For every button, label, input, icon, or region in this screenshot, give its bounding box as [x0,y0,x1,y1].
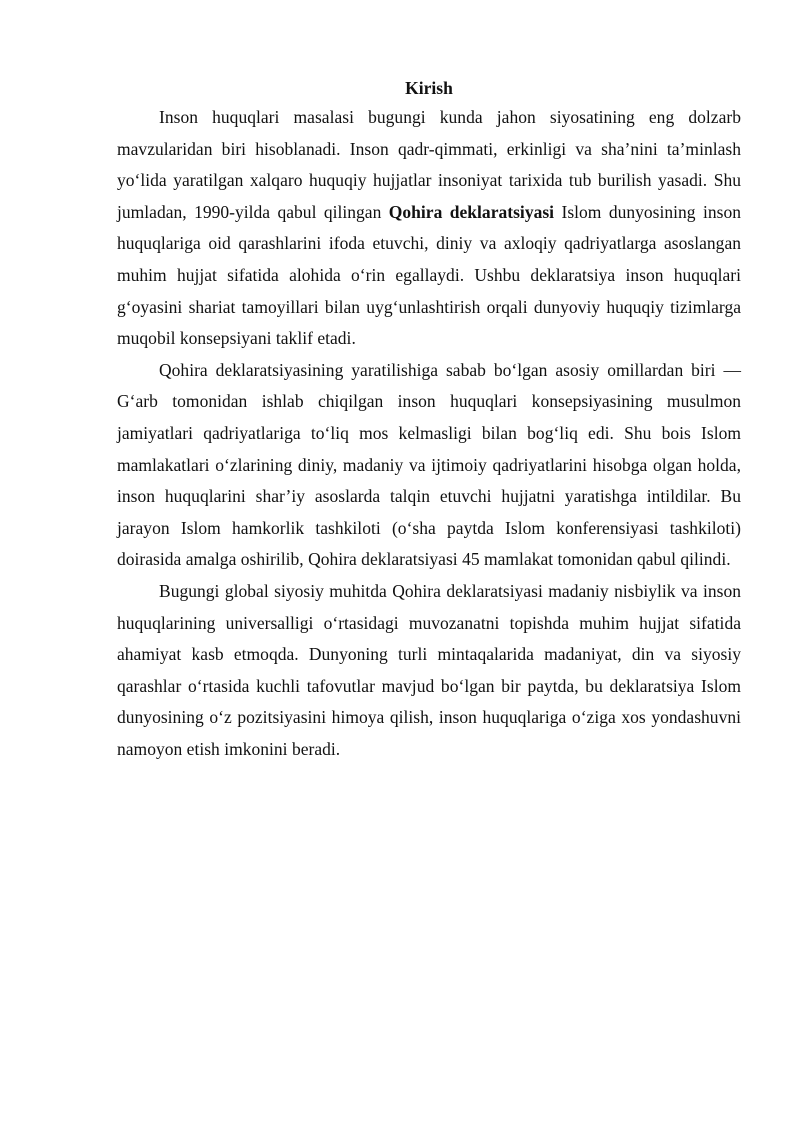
section-title: Kirish [405,78,453,98]
cairo-declaration-bold-term: Qohira deklaratsiyasi [388,201,555,222]
paragraph-introduction [117,102,741,355]
paragraph-1-text-end: Islom dunyosining inson huquqlariga oid qarashlarini ifoda etuvchi, diniy va axloqiy qadriyatlarga asoslangan muhim hujjat sifatida alohida o‘rin egallaydi. Ushbu deklaratsiya inson huquqlari g‘oyasini shariat tamoyillari bilan uyg‘unlashtirish orqali dunyoviy huquqiy tizimlarga muqobil konsepsiyani taklif etadi. [117,201,741,349]
paragraph-1-text-start: Inson huquqlari masalasi bugungi kunda jahon siyosatining eng dolzarb mavzularidan biri hisoblanadi. Inson qadr-qimmati, erkinligi va sha’nini ta’minlash yo‘lida yaratilgan xalqaro huquqiy hujjatlar insoniyat tarixida tub burilish yasadi. Shu jumladan, 1990-yilda qabul qilingan [117,107,741,222]
document-body [117,74,741,765]
paragraph-global-context: Bugungi global siyosiy muhitda Qohira deklaratsiyasi madaniy nisbiylik va inson huquqlarining universalligi o‘rtasidagi muvozanatni topishda muhim hujjat sifatida ahamiyat kasb etmoqda. Dunyoning turli mintaqalarida madaniyat, din va siyosiy qarashlar o‘rtasida kuchli tafovutlar mavjud bo‘lgan bir paytda, bu deklaratsiya Islom dunyosining o‘z pozitsiyasini himoya qilish, inson huquqlariga o‘ziga xos yondashuvni namoyon etish imkonini beradi. [117,580,741,759]
paragraph-origins: Qohira deklaratsiyasining yaratilishiga sabab bo‘lgan asosiy omillardan biri — G‘arb tomonidan ishlab chiqilgan inson huquqlari konsepsiyasining musulmon jamiyatlari qadriyatlariga to‘liq mos kelmasligi bilan bog‘liq edi. Shu bois Islom mamlakatlari o‘zlarining diniy, madaniy va ijtimoiy qadriyatlarini hisobga olgan holda, inson huquqlarini shar’iy asoslarda talqin etuvchi hujjatni yaratishga intildilar. Bu jarayon Islom hamkorlik tashkiloti (o‘sha paytda Islom konferensiyasi tashkiloti) doirasida amalga oshirilib, Qohira deklaratsiyasi 45 mamlakat tomonidan qabul qilindi. [117,359,741,570]
